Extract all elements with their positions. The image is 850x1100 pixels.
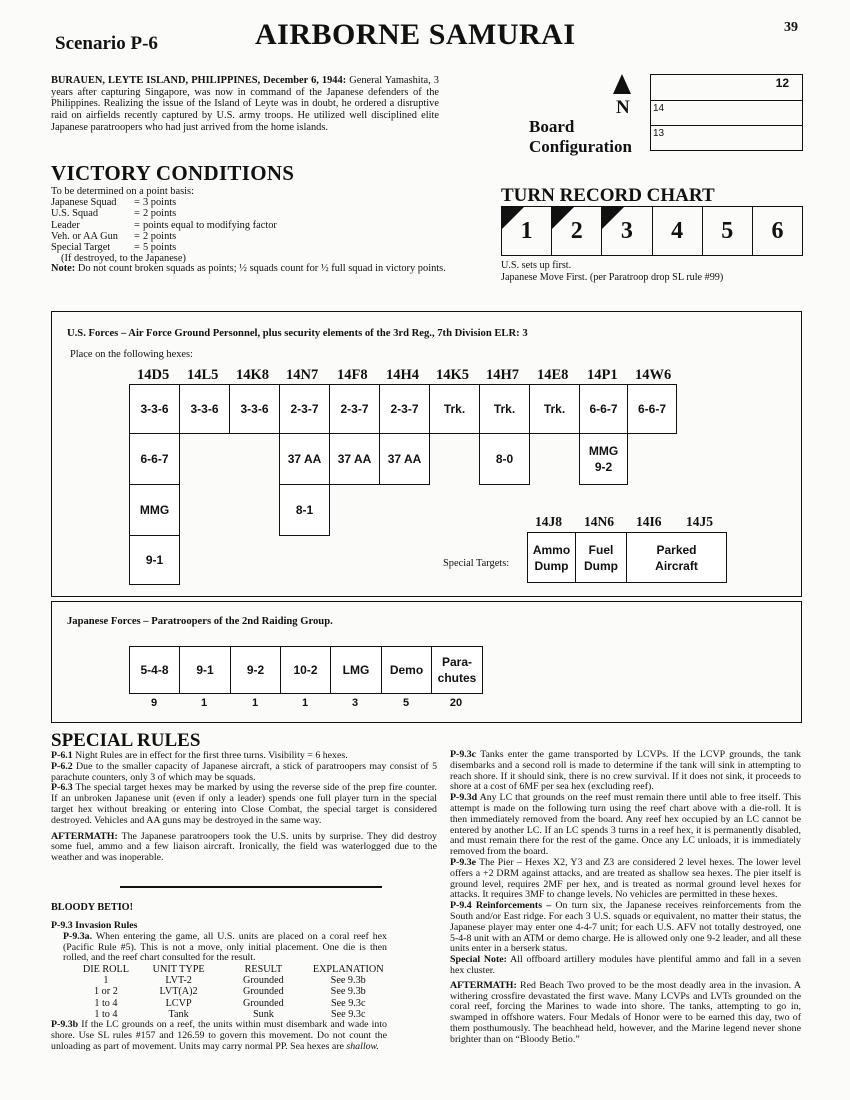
us-counter: 2-3-7 bbox=[279, 384, 330, 434]
us-counter-mmg-leader bbox=[579, 433, 628, 485]
special-hex-label: 14J5 bbox=[686, 514, 713, 529]
special-rules-right-column bbox=[450, 750, 801, 1046]
victory-note bbox=[51, 263, 451, 274]
rule-text: Tanks enter the game transported by LCVPs. If the LCVP grounds, the tank disembarks and a second roll is made to determine if the tank will sink in attempting to reach shore. If it should sink, there is no crew survival. If it does not sink, it proceeds to shore at a cost of 6MF per sea hex (excluding reef). bbox=[450, 749, 801, 793]
intro-body: General Yamashita, 3 years after capturing Singapore, was now in command of the Japanese defenders of the Philippines. Realizing the issue of the Island of Leyte was in doubt, he ordered a disruptive raid on airfields recently captured by U.S. army troops. He utilized well disciplined elite Japanese paratroopers who had just arrived from the home islands. bbox=[51, 75, 439, 133]
hex-label: 14D5 bbox=[137, 367, 170, 383]
board-label-line2: Configuration bbox=[529, 137, 632, 156]
victory-key: Special Target bbox=[51, 242, 111, 254]
victory-row bbox=[51, 197, 451, 208]
victory-row bbox=[51, 208, 451, 219]
aftermath-label: AFTERMATH: bbox=[51, 830, 118, 842]
rule-text: Any LC that grounds on the reef must remain there until able to free itself. This attempt is made on the following turn using the reef chart above with a die-roll. It is then immediately removed from the board. Any reef hex occupied by an LC cannot be entered by another LC. If an LC spends 3 turns in a reef hex, it is permanently disabled, and must remain there for the rest of the game. Once any LC unloads, it is immediately removed from the board. bbox=[450, 792, 801, 858]
turn-box-3 bbox=[602, 207, 652, 255]
rule-text: All offboard artillery modules have plentiful ammo and fall in a seven hex cluster. bbox=[450, 954, 801, 976]
rule-text: Night Rules are in effect for the first three turns. Visibility = 6 hexes. bbox=[75, 750, 348, 761]
turn-number: 4 bbox=[671, 217, 684, 244]
us-forces-title: U.S. Forces – Air Force Ground Personnel, plus security elements of the 3rd Reg., 7th Division ELR: 3 bbox=[67, 328, 528, 339]
rule-id: P-9.3c bbox=[450, 749, 477, 760]
rule-text-italic: shallow. bbox=[346, 1040, 379, 1052]
hex-label: 14H4 bbox=[386, 367, 420, 383]
japanese-forces-title: Japanese Forces – Paratroopers of the 2nd Raiding Group. bbox=[67, 616, 333, 627]
reef-chart-row: 1 LVT-2 Grounded See 9.3b bbox=[103, 975, 366, 987]
jp-count: 3 bbox=[351, 697, 359, 709]
victory-eq: = bbox=[134, 242, 140, 254]
special-rules-heading: SPECIAL RULES bbox=[51, 730, 201, 751]
jp-counter: 9-1 bbox=[179, 646, 231, 694]
us-counter: 8-1 bbox=[279, 484, 330, 536]
invasion-rules bbox=[51, 921, 387, 964]
special-hex-label: 14N6 bbox=[584, 514, 614, 529]
board-12: 12 bbox=[651, 75, 802, 101]
rule-id: P-9.3b bbox=[51, 1019, 79, 1030]
jp-count: 5 bbox=[402, 697, 410, 709]
us-counter: 6-6-7 bbox=[129, 433, 180, 485]
jp-counter: 5-4-8 bbox=[129, 646, 180, 694]
victory-value: 5 points bbox=[143, 242, 177, 254]
rule-text: When entering the game, all U.S. units are placed on a coral reef hex (Pacific Rule #5). This is not a move, only initial placement. One die is then rolled, and the reef chart consulted for the result. bbox=[63, 930, 387, 964]
intro-text bbox=[51, 75, 439, 134]
us-counter: 37 AA bbox=[279, 433, 330, 485]
special-rules-left-column bbox=[51, 751, 437, 864]
us-setup-note: U.S. sets up first. bbox=[501, 260, 572, 271]
turn-box-6 bbox=[753, 207, 802, 255]
jp-counter: 9-2 bbox=[230, 646, 281, 694]
rule-id: P-9.3d bbox=[450, 792, 478, 804]
hex-label: 14N7 bbox=[286, 367, 319, 383]
rule-text: If the LC grounds on a reef, the units within must disembark and wade into shore. Use SL rules #157 and 126.59 to govern this movement. Do not count the unloading as part of movement. Units may carry normal PP. Sea hexes are bbox=[51, 1019, 387, 1052]
special-hex-label: 14I6 bbox=[636, 514, 662, 529]
board-label-line1: Board bbox=[529, 117, 575, 136]
jp-move-note: Japanese Move First. (per Paratroop drop SL rule #99) bbox=[501, 272, 724, 284]
us-counter: Trk. bbox=[529, 384, 580, 434]
victory-value: 3 points bbox=[143, 197, 177, 209]
special-target-ammo-dump bbox=[527, 532, 576, 583]
counter-line: 9-2 bbox=[594, 460, 613, 474]
us-counter: 37 AA bbox=[329, 433, 380, 485]
victory-row bbox=[51, 220, 451, 231]
rule-id: P-6.3 bbox=[51, 782, 73, 794]
target-line: Fuel bbox=[588, 542, 614, 557]
reef-chart-row: 1 or 2 LVT(A)2 Grounded See 9.3b bbox=[94, 986, 366, 998]
victory-key: Veh. or AA Gun bbox=[51, 230, 118, 242]
hex-label: 14E8 bbox=[537, 367, 569, 383]
rule-id: P-9.3e bbox=[450, 856, 477, 868]
victory-list bbox=[51, 186, 451, 264]
victory-key: Leader bbox=[51, 219, 80, 231]
victory-destroyed-note: (If destroyed, to the Japanese) bbox=[61, 253, 186, 265]
hex-label: 14F8 bbox=[337, 367, 368, 383]
us-counter: 3-3-6 bbox=[129, 384, 180, 434]
victory-row bbox=[51, 231, 451, 242]
turn-number: 6 bbox=[771, 217, 784, 244]
victory-note-label: Note: bbox=[51, 263, 76, 274]
counter-line: MMG bbox=[588, 444, 619, 458]
turn-number: 3 bbox=[620, 217, 633, 244]
turn-record-heading: TURN RECORD CHART bbox=[501, 185, 715, 206]
intro-location: BURAUEN, LEYTE ISLAND, PHILIPPINES, December 6, 1944: bbox=[51, 75, 347, 86]
victory-value: 2 points bbox=[143, 230, 177, 242]
turn-number: 2 bbox=[570, 217, 583, 244]
rule-text: The special target hexes may be marked by using the reverse side of the prep fire counter. If an unbroken Japanese unit (even if only a leader) spends one full player turn in the special target hex without breaking or entering into Close Combat, the special target is considered destroyed. Vehicles and AA guns may be destroyed in the same way. bbox=[51, 782, 437, 826]
turn-box-4 bbox=[653, 207, 703, 255]
jp-counter: Demo bbox=[381, 646, 432, 694]
counter-line: Para- bbox=[441, 655, 473, 669]
victory-note-text: Do not count broken squads as points; ½ squads count for ½ full squad in victory points. bbox=[77, 263, 446, 274]
japanese-move-marker-icon bbox=[502, 207, 524, 229]
rule-p93b bbox=[51, 1020, 387, 1052]
reef-chart-row: 1 to 4 Tank Sunk See 9.3c bbox=[94, 1008, 366, 1020]
turn-box-1 bbox=[502, 207, 552, 255]
page-number: 39 bbox=[784, 20, 798, 35]
bloody-betio-heading: BLOODY BETIO! bbox=[51, 902, 133, 913]
rule-p62 bbox=[51, 762, 437, 784]
jp-count: 1 bbox=[200, 697, 208, 709]
us-counter: 9-1 bbox=[129, 535, 180, 585]
special-targets-label: Special Targets: bbox=[443, 558, 510, 569]
us-counter: Trk. bbox=[429, 384, 480, 434]
japanese-move-marker-icon bbox=[552, 207, 574, 229]
victory-eq: = bbox=[134, 230, 140, 242]
us-place-instruction: Place on the following hexes: bbox=[70, 349, 193, 360]
japanese-move-marker-icon bbox=[602, 207, 624, 229]
us-counter: 2-3-7 bbox=[329, 384, 380, 434]
jp-count: 1 bbox=[301, 697, 309, 709]
jp-counter-parachutes bbox=[431, 646, 483, 694]
victory-intro: To be determined on a point basis: bbox=[51, 186, 194, 197]
reef-chart-header: DIE ROLL UNIT TYPE RESULT EXPLANATION bbox=[82, 964, 384, 975]
victory-eq: = bbox=[134, 197, 140, 209]
jp-counter: LMG bbox=[330, 646, 382, 694]
rule-text: The Pier – Hexes X2, Y3 and Z3 are considered 2 level hexes. The lower level offers a +2 DRM against attacks, and are treated as shallow sea hexes. The pier itself is ground level, requires 2MF per hex, and is treated as normal ground level hexes for attacks. It requires 3MF to change levels. No vehicles are permitted in these hexes. bbox=[450, 856, 801, 901]
hex-label: 14L5 bbox=[187, 367, 219, 383]
special-target-parked-aircraft bbox=[626, 532, 727, 583]
hex-label: 14K5 bbox=[436, 367, 470, 383]
us-counter: 37 AA bbox=[379, 433, 430, 485]
us-counter: Trk. bbox=[479, 384, 530, 434]
scenario-title: AIRBORNE SAMURAI bbox=[255, 18, 576, 51]
victory-heading: VICTORY CONDITIONS bbox=[51, 161, 295, 185]
turn-record-notes bbox=[501, 260, 723, 285]
hex-label: 14H7 bbox=[486, 367, 520, 383]
target-line: Aircraft bbox=[655, 558, 698, 573]
north-arrow-icon bbox=[613, 74, 631, 94]
board-14: 14 bbox=[651, 101, 802, 126]
rule-id: P-6.2 bbox=[51, 760, 73, 772]
aftermath-text: Red Beach Two proved to be the most deadly area in the invasion. A withering crossfire devastated the first wave. Many LCVPs and LVTs grounded on the coral reef, forcing the Marines to wade into shore. The tanks, attempting to go in, swamped in offshore waters. Four Medals of Honor were to be earned this day, two of them posthumously. The beachhead held, however, and the Marine legend never shone brighter than on “Bloody Betio.” bbox=[450, 979, 801, 1045]
section-divider bbox=[120, 886, 382, 888]
us-counter: 3-3-6 bbox=[179, 384, 230, 434]
rule-p63 bbox=[51, 783, 437, 826]
aftermath-p6 bbox=[51, 832, 437, 864]
board-config-label bbox=[529, 117, 632, 157]
victory-row bbox=[51, 242, 451, 253]
special-hex-label: 14J8 bbox=[535, 514, 562, 529]
target-line: Ammo bbox=[532, 542, 571, 557]
hex-label: 14P1 bbox=[587, 367, 618, 383]
board-configuration bbox=[650, 74, 803, 151]
rule-id: P-9.4 Reinforcements – bbox=[450, 900, 552, 912]
reef-chart-row: 1 to 4 LCVP Grounded See 9.3c bbox=[94, 997, 366, 1009]
rule-id: P-6.1 bbox=[51, 750, 73, 761]
victory-value: points equal to modifying factor bbox=[143, 219, 277, 231]
jp-count: 1 bbox=[251, 697, 259, 709]
rule-text: Due to the smaller capacity of Japanese aircraft, a stick of paratroopers may consist of 5 parachute counters, only 3 of which may be squads. bbox=[51, 760, 438, 783]
north-label: N bbox=[616, 97, 630, 118]
us-counter: 8-0 bbox=[479, 433, 530, 485]
hex-label: 14W6 bbox=[635, 367, 672, 383]
special-target-fuel-dump bbox=[575, 532, 627, 583]
rule-id: P-9.3a. bbox=[63, 930, 93, 942]
turn-number: 1 bbox=[520, 217, 533, 244]
us-counter: 6-6-7 bbox=[627, 384, 677, 434]
target-line: Dump bbox=[534, 558, 569, 573]
target-line: Dump bbox=[584, 558, 618, 573]
board-13: 13 bbox=[653, 128, 665, 139]
rule-text: On turn six, the Japanese receives reinforcements from the South and/or East ridge. For each 3 U.S. squads or equivalent, no matter their status, the Japanese player may enter one 4-4-7 unit; for each U.S. AFV not totally destroyed, one 5-4-8 unit with an ATM or demo charge. He is allowed only one 9-2 leader, and all these units enter in a berserk status. bbox=[450, 900, 802, 955]
hex-label: 14K8 bbox=[236, 367, 270, 383]
jp-counter: 10-2 bbox=[280, 646, 331, 694]
turn-box-2 bbox=[552, 207, 602, 255]
target-line: Parked bbox=[656, 542, 697, 557]
rule-id: P-9.3 Invasion Rules bbox=[51, 920, 138, 931]
turn-box-5 bbox=[703, 207, 753, 255]
victory-value: 2 points bbox=[143, 208, 177, 220]
scenario-id: Scenario P-6 bbox=[55, 33, 158, 54]
us-counter: MMG bbox=[129, 484, 180, 536]
victory-key: Japanese Squad bbox=[51, 197, 117, 209]
reef-chart bbox=[72, 964, 387, 1020]
aftermath-label: AFTERMATH: bbox=[450, 979, 517, 991]
counter-line: chutes bbox=[437, 671, 477, 685]
us-counter: 3-3-6 bbox=[229, 384, 280, 434]
victory-eq: = bbox=[134, 219, 140, 231]
victory-key: U.S. Squad bbox=[51, 208, 99, 220]
jp-count: 20 bbox=[449, 697, 463, 709]
victory-eq: = bbox=[134, 208, 140, 220]
turn-record-chart bbox=[501, 206, 803, 256]
aftermath-text: The Japanese paratroopers took the U.S. units by surprise. They did destroy some fuel, ammo and a few liaison aircraft. Ironically, the field was waterlogged due to the weather and was inoperable. bbox=[51, 830, 437, 864]
rule-id: Special Note: bbox=[450, 954, 507, 966]
jp-count: 9 bbox=[150, 697, 158, 709]
turn-number: 5 bbox=[721, 217, 734, 244]
us-counter: 6-6-7 bbox=[579, 384, 628, 434]
us-counter: 2-3-7 bbox=[379, 384, 430, 434]
